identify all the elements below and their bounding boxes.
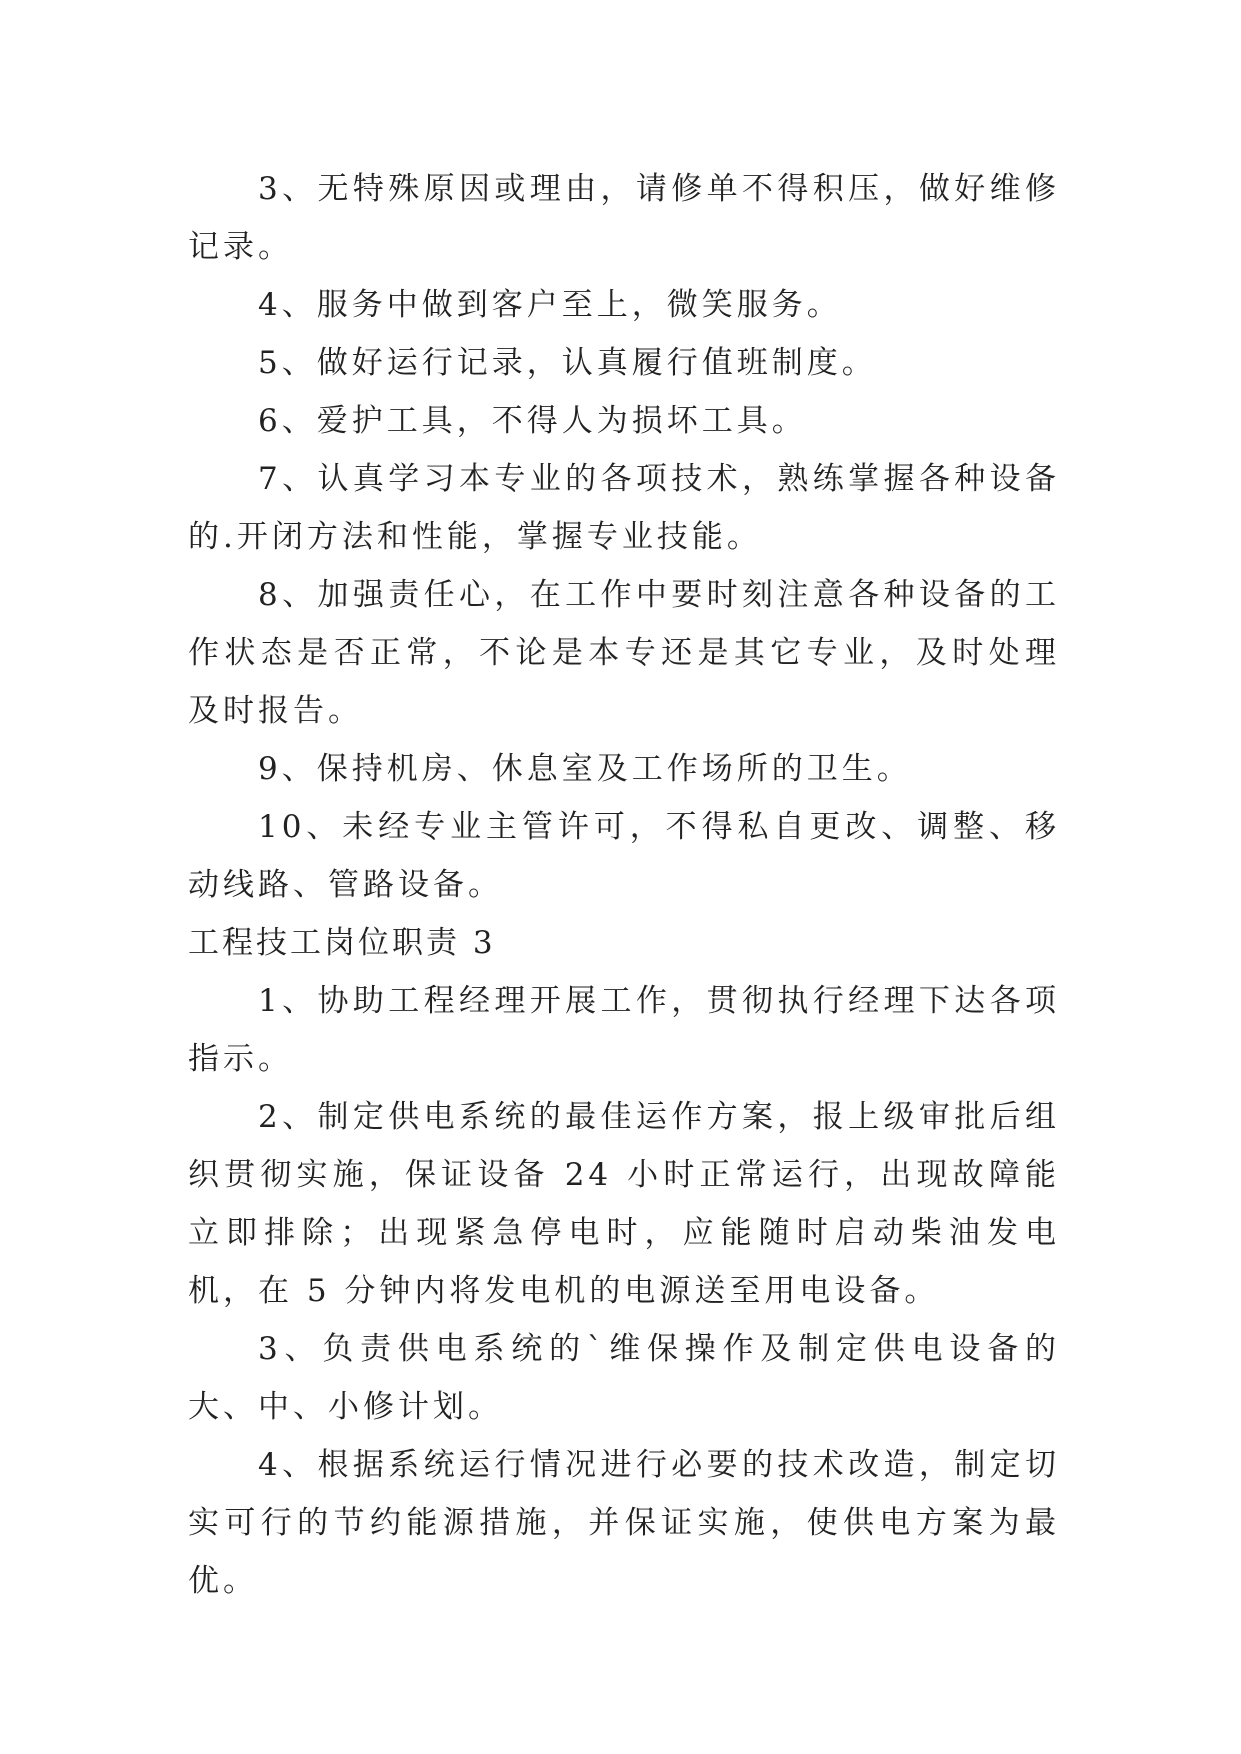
paragraph-item-3: 3、无特殊原因或理由，请修单不得积压，做好维修记录。 [188,171,1060,265]
paragraph-item-7: 7、认真学习本专业的各项技术，熟练掌握各种设备的.开闭方法和性能，掌握专业技能。 [188,461,1060,555]
document-page [188,160,1060,1610]
paragraph-item-8: 8、加强责任心，在工作中要时刻注意各种设备的工作状态是否正常，不论是本专还是其它专业，及时处理及时报告。 [188,577,1060,729]
paragraph-item-6: 6、爱护工具，不得人为损坏工具。 [258,403,807,439]
paragraph-item-9: 9、保持机房、休息室及工作场所的卫生。 [258,751,912,787]
paragraph-item-4: 4、服务中做到客户至上，微笑服务。 [258,287,842,323]
section-heading: 工程技工岗位职责 3 [188,925,496,961]
duty-item-1: 1、协助工程经理开展工作，贯彻执行经理下达各项指示。 [188,983,1060,1077]
duty-item-2: 2、制定供电系统的最佳运作方案，报上级审批后组织贯彻实施，保证设备 24 小时正常运行，出现故障能立即排除；出现紧急停电时，应能随时启动柴油发电机，在 5 分钟内将发电机的电源送至用电设备。 [188,1099,1060,1309]
duty-item-4: 4、根据系统运行情况进行必要的技术改造，制定切实可行的节约能源措施，并保证实施，使供电方案为最优。 [188,1447,1060,1599]
paragraph-item-5: 5、做好运行记录，认真履行值班制度。 [258,345,877,381]
paragraph-item-10: 10、未经专业主管许可，不得私自更改、调整、移动线路、管路设备。 [188,809,1060,903]
duty-item-3: 3、负责供电系统的`维保操作及制定供电设备的大、中、小修计划。 [188,1331,1060,1425]
